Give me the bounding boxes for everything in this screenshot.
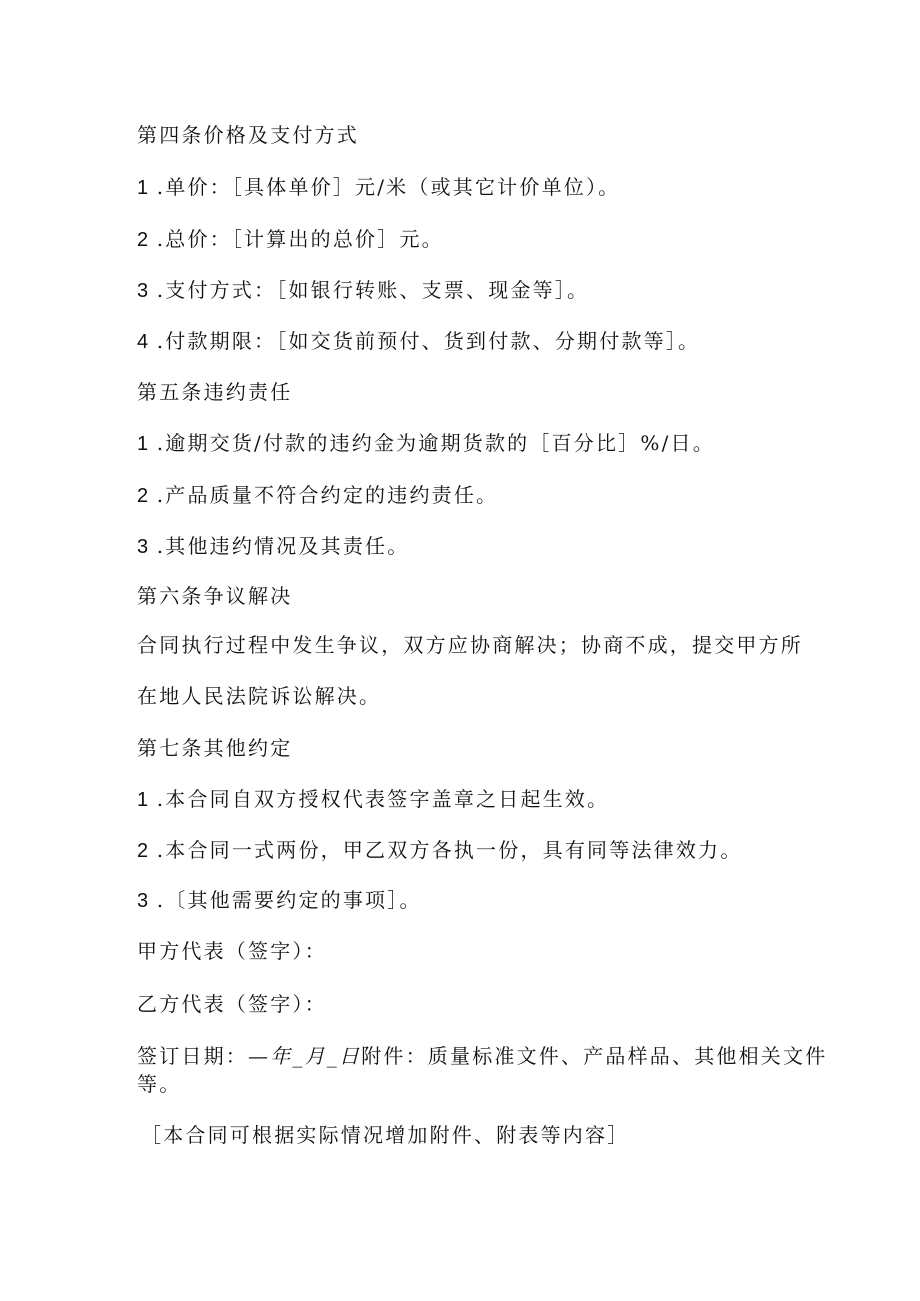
closing-note: ［本合同可根据实际情况增加附件、附表等内容］ bbox=[141, 1123, 630, 1147]
article-4-item-3: 3 .支付方式：［如银行转账、支票、现金等］。 bbox=[137, 278, 590, 302]
attachments-text: 附件：质量标准文件、产品样品、其他相关文件 bbox=[361, 1044, 828, 1068]
party-b-signature: 乙方代表（签字）： bbox=[137, 992, 327, 1016]
article-4-item-4: 4 .付款期限：［如交货前预付、货到付款、分期付款等］。 bbox=[137, 329, 701, 353]
sign-date-line bbox=[137, 1043, 827, 1069]
sign-date-label: 签订日期： bbox=[137, 1044, 248, 1068]
article-5-item-2: 2 .产品质量不符合约定的违约责任。 bbox=[137, 483, 499, 507]
attachments-continued: 等。 bbox=[137, 1072, 182, 1096]
party-a-signature: 甲方代表（签字）： bbox=[137, 939, 327, 963]
article-6-line-1: 合同执行过程中发生争议，双方应协商解决；协商不成，提交甲方所 bbox=[137, 633, 803, 657]
article-5-item-1: 1 .逾期交货/付款的违约金为逾期货款的［百分比］%/日。 bbox=[137, 431, 715, 455]
article-6-line-2: 在地人民法院诉讼解决。 bbox=[137, 684, 382, 708]
article-5-heading: 第五条违约责任 bbox=[137, 380, 293, 404]
article-6-heading: 第六条争议解决 bbox=[137, 584, 293, 608]
article-7-heading: 第七条其他约定 bbox=[137, 736, 293, 760]
article-5-item-3: 3 .其他违约情况及其责任。 bbox=[137, 534, 410, 558]
article-4-item-2: 2 .总价：［计算出的总价］元。 bbox=[137, 227, 444, 251]
article-4-heading: 第四条价格及支付方式 bbox=[137, 123, 359, 147]
article-7-item-1: 1 .本合同自双方授权代表签字盖章之日起生效。 bbox=[137, 787, 610, 811]
sign-date-blank: —年_月_日 bbox=[248, 1044, 362, 1068]
article-7-item-2: 2 .本合同一式两份，甲乙双方各执一份，具有同等法律效力。 bbox=[137, 838, 743, 862]
article-7-item-3: 3 .〔其他需要约定的事项］。 bbox=[137, 888, 422, 912]
article-4-item-1: 1 .单价：［具体单价］元/米（或其它计价单位）。 bbox=[137, 175, 621, 199]
